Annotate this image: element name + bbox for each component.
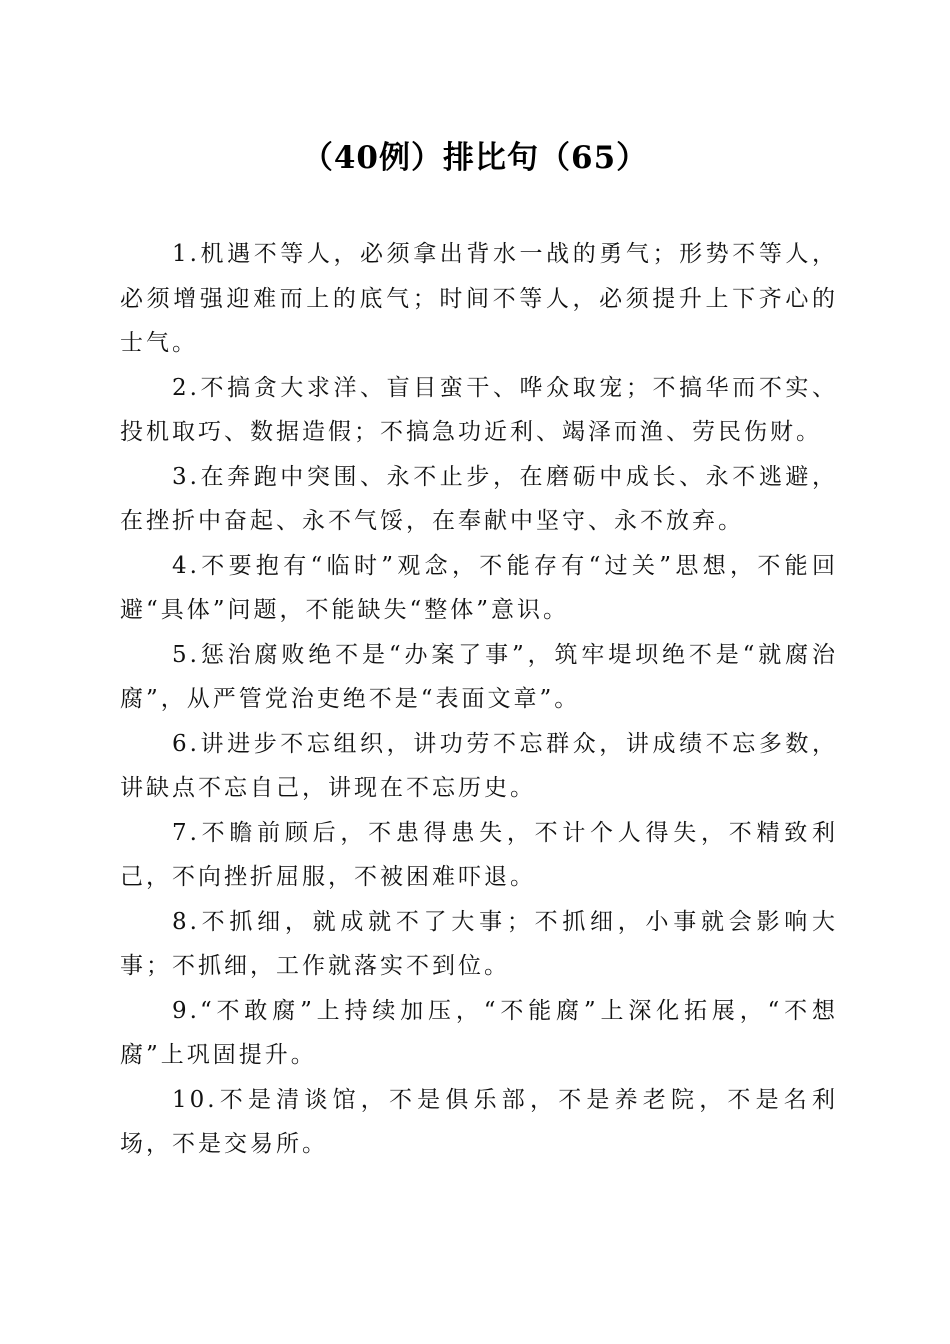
paragraph-1: 1.机遇不等人，必须拿出背水一战的勇气；形势不等人，必须增强迎难而上的底气；时间不等人，必须提升上下齐心的士气。 <box>120 241 838 356</box>
document-body <box>120 232 838 1167</box>
paragraph-5: 5.惩治腐败绝不是“办案了事”，筑牢堤坝绝不是“就腐治腐”，从严管党治吏绝不是“表面文章”。 <box>120 641 838 712</box>
paragraph-3: 3.在奔跑中突围、永不止步，在磨砺中成长、永不逃避，在挫折中奋起、永不气馁，在奉献中坚守、永不放弃。 <box>120 463 838 534</box>
paragraph-4: 4.不要抱有“临时”观念，不能存有“过关”思想，不能回避“具体”问题，不能缺失“整体”意识。 <box>120 552 838 623</box>
document-title: （40例）排比句（65） <box>301 140 649 176</box>
paragraph-8: 8.不抓细，就成就不了大事；不抓细，小事就会影响大事；不抓细，工作就落实不到位。 <box>120 908 838 979</box>
paragraph-10: 10.不是清谈馆，不是俱乐部，不是养老院，不是名利场，不是交易所。 <box>120 1086 838 1157</box>
paragraph-6: 6.讲进步不忘组织，讲功劳不忘群众，讲成绩不忘多数，讲缺点不忘自己，讲现在不忘历史。 <box>120 730 838 801</box>
paragraph-7: 7.不瞻前顾后，不患得患失，不计个人得失，不精致利己，不向挫折屈服，不被困难吓退。 <box>120 819 838 890</box>
paragraph-9: 9.“不敢腐”上持续加压，“不能腐”上深化拓展，“不想腐”上巩固提升。 <box>120 997 838 1068</box>
paragraph-2: 2.不搞贪大求洋、盲目蛮干、哗众取宠；不搞华而不实、投机取巧、数据造假；不搞急功近利、竭泽而渔、劳民伤财。 <box>120 374 838 445</box>
